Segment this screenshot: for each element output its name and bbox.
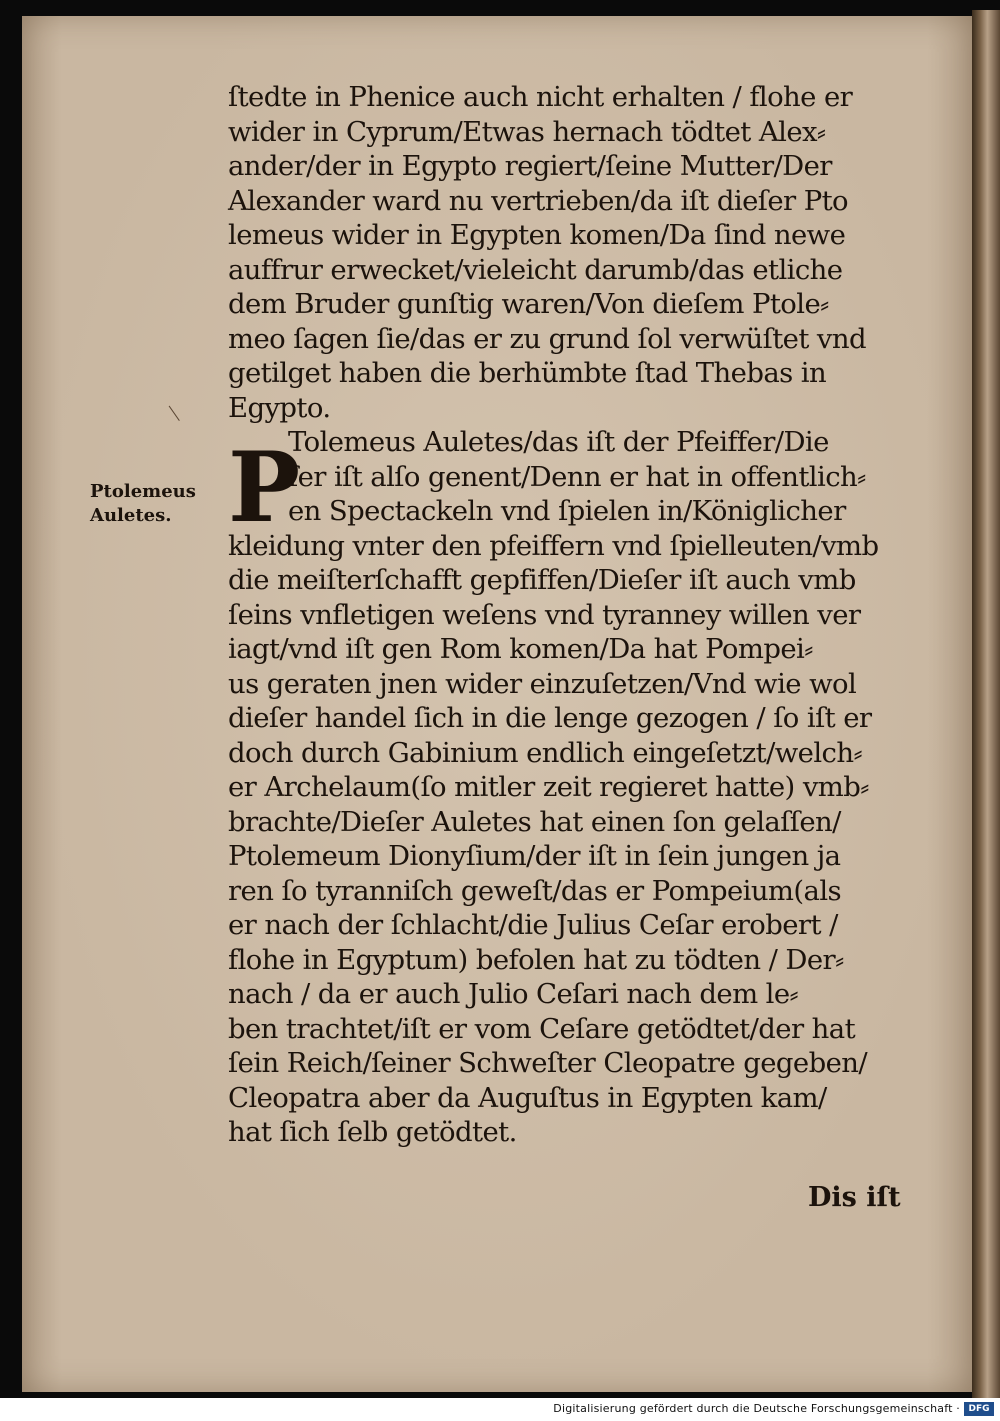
text-line: auffrur erwecket/vieleicht darumb/das etliche [228, 253, 843, 286]
text-line: us geraten jnen wider einzuſetzen/Vnd wie wol [228, 667, 857, 700]
text-line: Egypto. [228, 391, 331, 424]
text-line: Tolemeus Auletes/das iſt der Pfeiffer/Die [288, 426, 829, 458]
text-line: die meiſterſchafft gepfiffen/Dieſer iſt auch vmb [228, 564, 856, 596]
text-line: iagt/vnd iſt gen Rom komen/Da hat Pompei⸗ [228, 633, 813, 665]
text-line: dem Bruder gunſtig waren/Von dieſem Ptole⸗ [228, 288, 829, 320]
text-line: ſer iſt alſo genent/Denn er hat in offentlich⸗ [288, 460, 866, 493]
footer-bar [0, 1398, 1000, 1421]
marginal-note [90, 480, 220, 528]
marginal-note-line: Ptolemeus [90, 481, 196, 502]
text-line: ſeins vnfletigen weſens vnd tyranney willen ver [228, 598, 861, 631]
text-line: meo ſagen ſie/das er zu grund ſol verwüſtet vnd [228, 322, 866, 355]
text-line: doch durch Gabinium endlich eingeſetzt/welch⸗ [228, 736, 863, 769]
text-line: lemeus wider in Egypten komen/Da ſind newe [228, 219, 846, 251]
text-line: flohe in Egyptum) befolen hat zu tödten / Der⸗ [228, 943, 844, 976]
funding-credit: Digitalisierung gefördert durch die Deutsche Forschungsgemeinschaft · [553, 1402, 960, 1415]
text-line: ſtedte in Phenice auch nicht erhalten / flohe er [228, 81, 853, 113]
text-line: ſein Reich/ſeiner Schweſter Cleopatre gegeben/ [228, 1047, 868, 1079]
text-line: wider in Cyprum/Etwas hernach tödtet Alex⸗ [228, 115, 826, 148]
text-line: kleidung vnter den pfeiffern vnd ſpielleuten/vmb [228, 529, 879, 562]
text-line: brachte/Dieſer Auletes hat einen ſon gelaſſen/ [228, 805, 841, 838]
text-line: Cleopatra aber da Auguſtus in Egypten kam/ [228, 1081, 827, 1114]
text-line: er nach der ſchlacht/die Julius Ceſar erobert / [228, 909, 838, 941]
text-line: Alexander ward nu vertrieben/da iſt dieſer Pto [228, 184, 849, 217]
text-line: en Spectackeln vnd ſpielen in/Königlicher [288, 495, 846, 527]
text-line: hat ſich ſelb getödtet. [228, 1116, 517, 1148]
text-line: dieſer handel ſich in die lenge gezogen / ſo iſt er [228, 702, 872, 734]
catchword: Dis iſt [808, 1182, 901, 1213]
text-line: Ptolemeum Dionyſium/der iſt in ſein jungen ja [228, 840, 841, 872]
page-edge [972, 10, 1000, 1398]
text-line: ander/der in Egypto regiert/ſeine Mutter/Der [228, 150, 832, 182]
drop-cap: P [228, 431, 301, 544]
body-text [228, 80, 928, 1150]
text-line: ren ſo tyranniſch geweſt/das er Pompeium(als [228, 874, 842, 907]
text-line: er Archelaum(ſo mitler zeit regieret hatte) vmb⸗ [228, 771, 869, 803]
marginal-note-line: Auletes. [90, 505, 172, 526]
text-line: ben trachtet/iſt er vom Ceſare getödtet/der hat [228, 1012, 856, 1045]
text-line: getilget haben die berhümbte ſtad Thebas in [228, 357, 827, 389]
dfg-logo: DFG [964, 1402, 994, 1416]
text-line: nach / da er auch Julio Ceſari nach dem le⸗ [228, 978, 799, 1010]
